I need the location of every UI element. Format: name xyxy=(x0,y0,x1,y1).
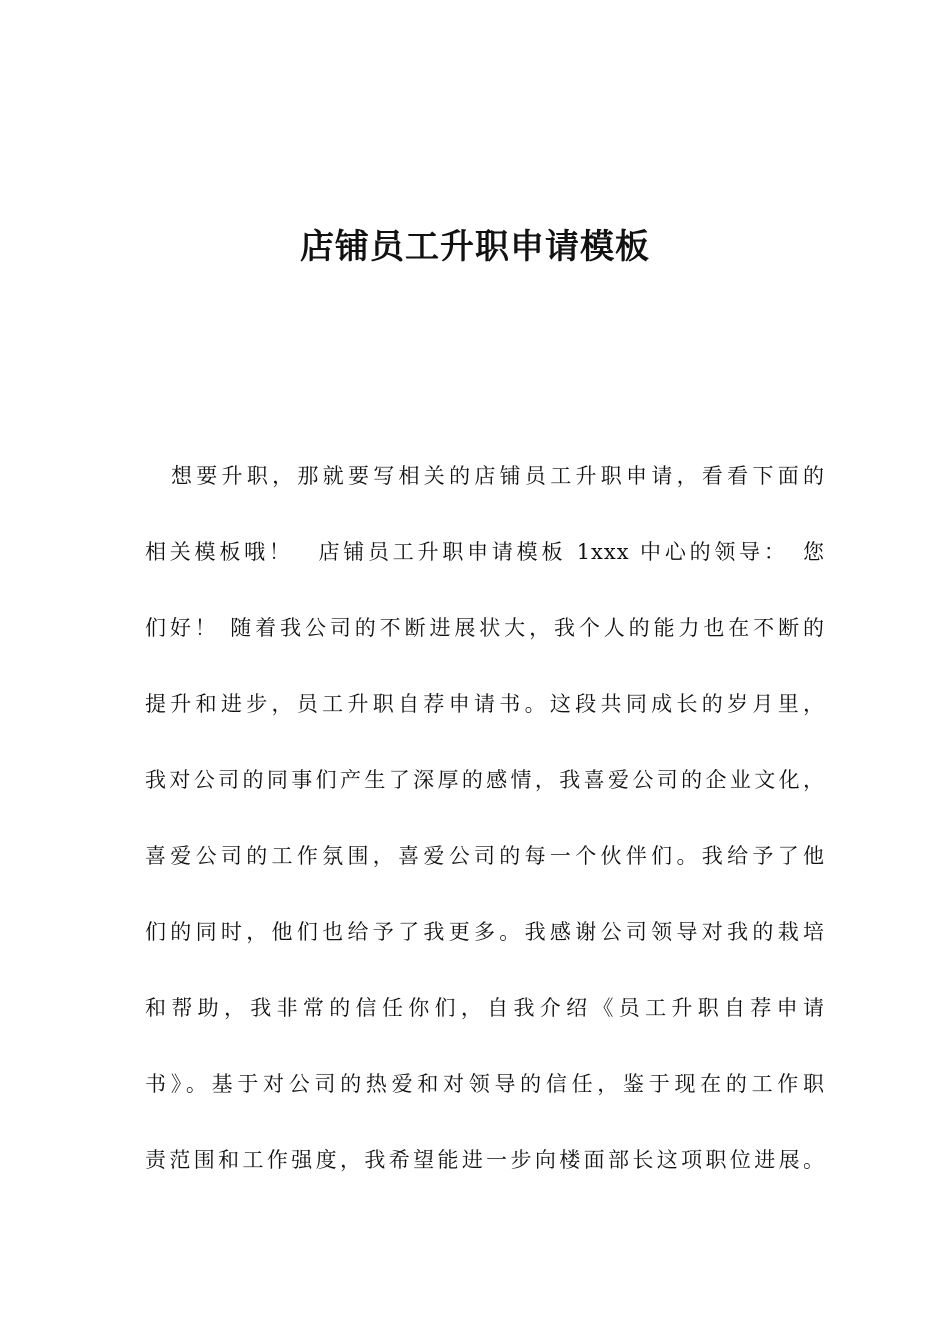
body-line: 相关模板哦！ 店铺员工升职申请模板 1xxx 中心的领导： 您 xyxy=(145,540,825,564)
document-body xyxy=(145,453,825,1213)
body-line: 喜爱公司的工作氛围，喜爱公司的每一个伙伴们。我给予了他 xyxy=(145,844,825,868)
body-line: 想要升职，那就要写相关的店铺员工升职申请，看看下面的 xyxy=(171,464,825,488)
body-line: 提升和进步，员工升职自荐申请书。这段共同成长的岁月里， xyxy=(145,692,825,716)
document-title: 店铺员工升职申请模板 xyxy=(300,227,650,267)
body-line: 我对公司的同事们产生了深厚的感情，我喜爱公司的企业文化， xyxy=(145,768,825,792)
body-line: 和帮助，我非常的信任你们，自我介绍《员工升职自荐申请 xyxy=(145,996,825,1020)
body-line: 书》。基于对公司的热爱和对领导的信任，鉴于现在的工作职 xyxy=(145,1072,825,1096)
body-line: 们好！ 随着我公司的不断进展状大，我个人的能力也在不断的 xyxy=(145,616,825,640)
body-line: 责范围和工作强度，我希望能进一步向楼面部长这项职位进展。 xyxy=(145,1148,825,1172)
body-line: 们的同时，他们也给予了我更多。我感谢公司领导对我的栽培 xyxy=(145,920,825,944)
